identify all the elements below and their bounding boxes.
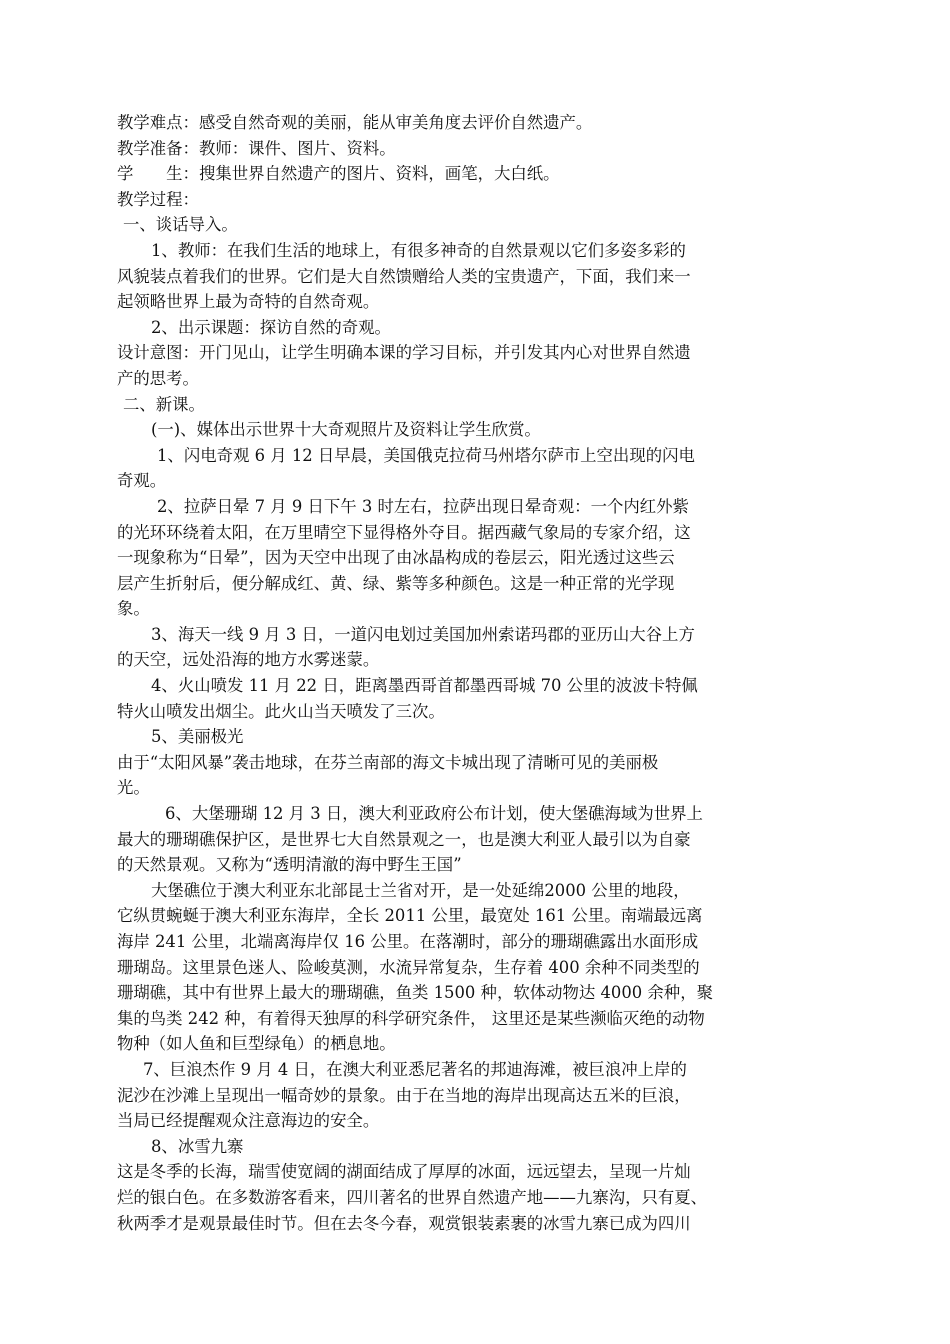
text-line: 海岸 241 公里，北端离海岸仅 16 公里。在落潮时，部分的珊瑚礁露出水面形成	[117, 932, 699, 951]
text-line: 大堡礁位于澳大利亚东北部昆士兰省对开，是一处延绵2000 公里的地段，	[151, 880, 690, 900]
text-line: 层产生折射后，便分解成红、黄、绿、紫等多种颜色。这是一种正常的光学现	[117, 573, 675, 593]
text-line: 的天然景观。又称为“透明清澈的海中野生王国”	[117, 855, 462, 875]
text-line: 奇观。	[117, 471, 167, 491]
text-line: 8、冰雪九寨	[151, 1136, 244, 1156]
text-line: 3、海天一线 9 月 3 日，一道闪电划过美国加州索诺玛郡的亚历山大谷上方	[151, 624, 695, 644]
text-line: 的天空，远处沿海的地方水雾迷蒙。	[117, 650, 380, 670]
text-line: 教学过程：	[117, 189, 199, 209]
text-line: 6、大堡珊瑚 12 月 3 日，澳大利亚政府公布计划，使大堡礁海域为世界上	[165, 804, 703, 824]
section-heading: 二、新课。	[123, 394, 205, 414]
text-line: 设计意图：开门见山，让学生明确本课的学习目标，并引发其内心对世界自然遗	[117, 343, 691, 363]
text-line: 学 生：搜集世界自然遗产的图片、资料，画笔，大白纸。	[117, 164, 560, 184]
text-line: 一现象称为“日晕”，因为天空中出现了由冰晶构成的卷层云，阳光透过这些云	[117, 548, 675, 568]
text-line: (一)、媒体出示世界十大奇观照片及资料让学生欣赏。	[151, 420, 541, 440]
text-line: 特火山喷发出烟尘。此火山当天喷发了三次。	[117, 701, 445, 721]
section-heading: 一、谈话导入。	[123, 215, 238, 235]
text-line: 风貌装点着我们的世界。它们是大自然馈赠给人类的宝贵遗产，下面，我们来一	[117, 266, 691, 286]
text-line: 最大的珊瑚礁保护区，是世界七大自然景观之一，也是澳大利亚人最引以为自豪	[117, 829, 691, 849]
text-line: 7、巨浪杰作 9 月 4 日，在澳大利亚悉尼著名的邦迪海滩，被巨浪冲上岸的	[143, 1059, 687, 1079]
text-line: 珊瑚岛。这里景色迷人、险峻莫测，水流异常复杂，生存着 400 余种不同类型的	[117, 957, 700, 977]
text-line: 起领略世界上最为奇特的自然奇观。	[117, 292, 380, 312]
text-line: 珊瑚礁，其中有世界上最大的珊瑚礁，鱼类 1500 种，软体动物达 4000 余种，聚	[117, 983, 713, 1003]
text-line: 这是冬季的长海，瑞雪使宽阔的湖面结成了厚厚的冰面，远远望去，呈现一片灿	[117, 1162, 691, 1182]
text-line: 烂的银白色。在多数游客看来，四川著名的世界自然遗产地——九寨沟，只有夏、	[117, 1187, 708, 1207]
text-line: 象。	[117, 599, 150, 619]
text-line: 的光环环绕着太阳，在万里晴空下显得格外夺目。据西藏气象局的专家介绍，这	[117, 522, 691, 542]
text-line: 2、拉萨日晕 7 月 9 日下午 3 时左右，拉萨出现日晕奇观：一个内红外紫	[157, 496, 689, 516]
text-line: 由于“太阳风暴”袭击地球，在芬兰南部的海文卡城出现了清晰可见的美丽极	[117, 752, 659, 772]
text-line: 4、火山喷发 11 月 22 日，距离墨西哥首都墨西哥城 70 公里的波波卡特佩	[151, 676, 698, 696]
document-body	[117, 110, 817, 1236]
text-line: 2、出示课题：探访自然的奇观。	[151, 317, 391, 337]
text-line: 集的鸟类 242 种，有着得天独厚的科学研究条件， 这里还是某些濒临灭绝的动物	[117, 1008, 705, 1028]
text-line: 1、教师：在我们生活的地球上，有很多神奇的自然景观以它们多姿多彩的	[151, 240, 686, 260]
text-line: 秋两季才是观景最佳时节。但在去冬今春，观赏银装素裹的冰雪九寨已成为四川	[117, 1213, 691, 1233]
text-line: 泥沙在沙滩上呈现出一幅奇妙的景象。由于在当地的海岸出现高达五米的巨浪，	[117, 1085, 691, 1105]
text-line: 光。	[117, 778, 150, 798]
text-line: 当局已经提醒观众注意海边的安全。	[117, 1111, 380, 1131]
text-line: 5、美丽极光	[151, 727, 244, 747]
text-line: 产的思考。	[117, 368, 199, 388]
text-line: 物种（如人鱼和巨型绿龟）的栖息地。	[117, 1034, 396, 1054]
text-line: 1、闪电奇观 6 月 12 日早晨，美国俄克拉荷马州塔尔萨市上空出现的闪电	[157, 445, 695, 465]
text-line: 教学准备：教师：课件、图片、资料。	[117, 138, 396, 158]
text-line: 教学难点：感受自然奇观的美丽，能从审美角度去评价自然遗产。	[117, 113, 593, 132]
text-line: 它纵贯蜿蜒于澳大利亚东海岸，全长 2011 公里，最宽处 161 公里。南端最远离	[117, 906, 703, 926]
